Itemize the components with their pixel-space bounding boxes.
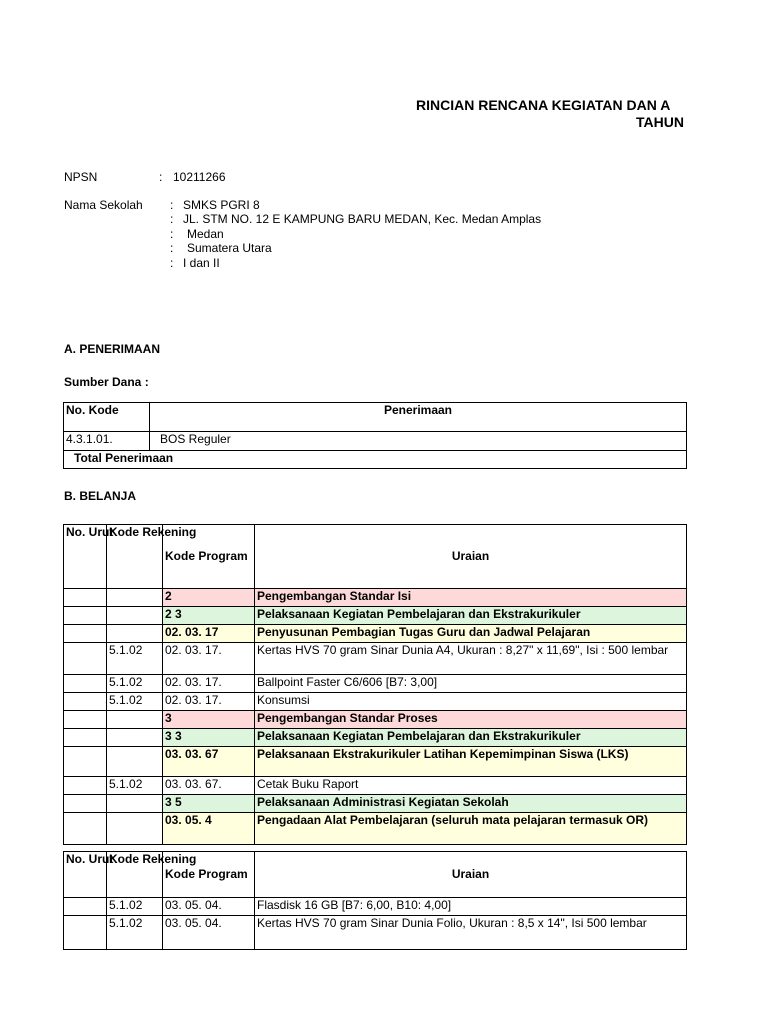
table-row	[64, 625, 687, 643]
no-urut-cell	[64, 675, 107, 693]
table-row	[64, 675, 687, 693]
receipt-code: 4.3.1.01.	[64, 432, 150, 451]
belanja-table-continued	[63, 851, 687, 950]
no-urut-cell	[64, 916, 107, 950]
kode-program-cell: 02. 03. 17.	[163, 643, 255, 675]
kode-rekening-cell	[107, 747, 163, 777]
no-urut-cell	[64, 898, 107, 916]
colon: :	[170, 256, 174, 270]
uraian-cell: Kertas HVS 70 gram Sinar Dunia A4, Ukuran : 8,27" x 11,69", Isi : 500 lembar	[255, 643, 687, 675]
uraian-cell: Pelaksanaan Administrasi Kegiatan Sekolah	[255, 795, 687, 813]
kode-program-cell: 2 3	[163, 607, 255, 625]
table-row	[64, 589, 687, 607]
no-urut-cell	[64, 795, 107, 813]
penerimaan-table	[63, 402, 687, 469]
belanja-table	[63, 524, 687, 845]
table-row	[64, 643, 687, 675]
kode-rekening-cell	[107, 589, 163, 607]
uraian-cell: Flasdisk 16 GB [B7: 6,00, B10: 4,00]	[255, 898, 687, 916]
no-urut-cell	[64, 693, 107, 711]
kode-program-cell: 02. 03. 17.	[163, 675, 255, 693]
col-penerimaan: Penerimaan	[150, 403, 687, 432]
kode-rekening-cell	[107, 729, 163, 747]
colon: :	[170, 227, 174, 241]
uraian-cell: Pengadaan Alat Pembelajaran (seluruh mata pelajaran termasuk OR)	[255, 813, 687, 845]
kode-rekening-cell: 5.1.02	[107, 916, 163, 950]
uraian-cell: Konsumsi	[255, 693, 687, 711]
uraian-cell: Kertas HVS 70 gram Sinar Dunia Folio, Ukuran : 8,5 x 14", Isi 500 lembar	[255, 916, 687, 950]
kode-program-cell: 02. 03. 17.	[163, 693, 255, 711]
total-penerimaan-label: Total Penerimaan	[64, 451, 687, 469]
col-uraian: Uraian	[255, 852, 687, 898]
kode-rekening-cell	[107, 795, 163, 813]
kode-rekening-cell: 5.1.02	[107, 898, 163, 916]
no-urut-cell	[64, 607, 107, 625]
school-label: Nama Sekolah	[64, 198, 143, 212]
col-kode-program: Kode Program	[163, 525, 255, 589]
no-urut-cell	[64, 813, 107, 845]
no-urut-cell	[64, 643, 107, 675]
table-row	[64, 813, 687, 845]
table-row	[64, 747, 687, 777]
school-province: Sumatera Utara	[187, 241, 272, 255]
receipt-name: BOS Reguler	[150, 432, 687, 451]
uraian-cell: Pengembangan Standar Isi	[255, 589, 687, 607]
table-row	[64, 729, 687, 747]
no-urut-cell	[64, 625, 107, 643]
no-urut-cell	[64, 729, 107, 747]
kode-program-cell: 03. 05. 04.	[163, 916, 255, 950]
kode-rekening-cell: 5.1.02	[107, 693, 163, 711]
no-urut-cell	[64, 711, 107, 729]
school-name: SMKS PGRI 8	[183, 198, 260, 212]
table-row	[64, 711, 687, 729]
page-title: RINCIAN RENCANA KEGIATAN DAN A	[416, 97, 671, 113]
col-kode-rekening: Kode Rekening	[107, 525, 163, 589]
school-city: Medan	[187, 227, 224, 241]
table-row	[64, 607, 687, 625]
kode-rekening-cell: 5.1.02	[107, 643, 163, 675]
uraian-cell: Penyusunan Pembagian Tugas Guru dan Jadwal Pelajaran	[255, 625, 687, 643]
page-subtitle: TAHUN	[636, 114, 684, 130]
kode-rekening-cell	[107, 813, 163, 845]
kode-rekening-cell	[107, 625, 163, 643]
uraian-cell: Pelaksanaan Ekstrakurikuler Latihan Kepemimpinan Siswa (LKS)	[255, 747, 687, 777]
table-row	[64, 777, 687, 795]
kode-program-cell: 2	[163, 589, 255, 607]
uraian-cell: Ballpoint Faster C6/606 [B7: 3,00]	[255, 675, 687, 693]
col-no-urut: No. Urut	[64, 852, 107, 898]
kode-rekening-cell	[107, 711, 163, 729]
kode-program-cell: 02. 03. 17	[163, 625, 255, 643]
table-row	[64, 916, 687, 950]
no-urut-cell	[64, 589, 107, 607]
kode-rekening-cell	[107, 607, 163, 625]
kode-program-cell: 03. 05. 04.	[163, 898, 255, 916]
kode-program-cell: 3 3	[163, 729, 255, 747]
col-kode-rekening: Kode Rekening	[107, 852, 163, 898]
colon: :	[170, 241, 174, 255]
kode-program-cell: 03. 03. 67.	[163, 777, 255, 795]
period: I dan II	[183, 256, 220, 270]
section-belanja-title: B. BELANJA	[64, 489, 137, 503]
npsn-value: 10211266	[173, 170, 226, 184]
school-address: JL. STM NO. 12 E KAMPUNG BARU MEDAN, Kec. Medan Amplas	[183, 212, 542, 226]
col-uraian: Uraian	[255, 525, 687, 589]
kode-rekening-cell: 5.1.02	[107, 675, 163, 693]
kode-program-cell: 03. 05. 4	[163, 813, 255, 845]
sumber-dana-label: Sumber Dana :	[64, 375, 149, 389]
table-row	[64, 693, 687, 711]
kode-program-cell: 3 5	[163, 795, 255, 813]
col-kode-program: Kode Program	[163, 852, 255, 898]
col-no-urut: No. Urut	[64, 525, 107, 589]
table-row	[64, 898, 687, 916]
npsn-label: NPSN	[64, 170, 98, 184]
kode-program-cell: 03. 03. 67	[163, 747, 255, 777]
colon: :	[159, 170, 163, 184]
col-no-kode: No. Kode	[64, 403, 150, 432]
table-row	[64, 795, 687, 813]
kode-program-cell: 3	[163, 711, 255, 729]
section-penerimaan-title: A. PENERIMAAN	[64, 342, 161, 356]
no-urut-cell	[64, 747, 107, 777]
uraian-cell: Pengembangan Standar Proses	[255, 711, 687, 729]
uraian-cell: Pelaksanaan Kegiatan Pembelajaran dan Ekstrakurikuler	[255, 729, 687, 747]
colon: :	[170, 212, 174, 226]
uraian-cell: Cetak Buku Raport	[255, 777, 687, 795]
no-urut-cell	[64, 777, 107, 795]
uraian-cell: Pelaksanaan Kegiatan Pembelajaran dan Ekstrakurikuler	[255, 607, 687, 625]
kode-rekening-cell: 5.1.02	[107, 777, 163, 795]
colon: :	[170, 198, 174, 212]
